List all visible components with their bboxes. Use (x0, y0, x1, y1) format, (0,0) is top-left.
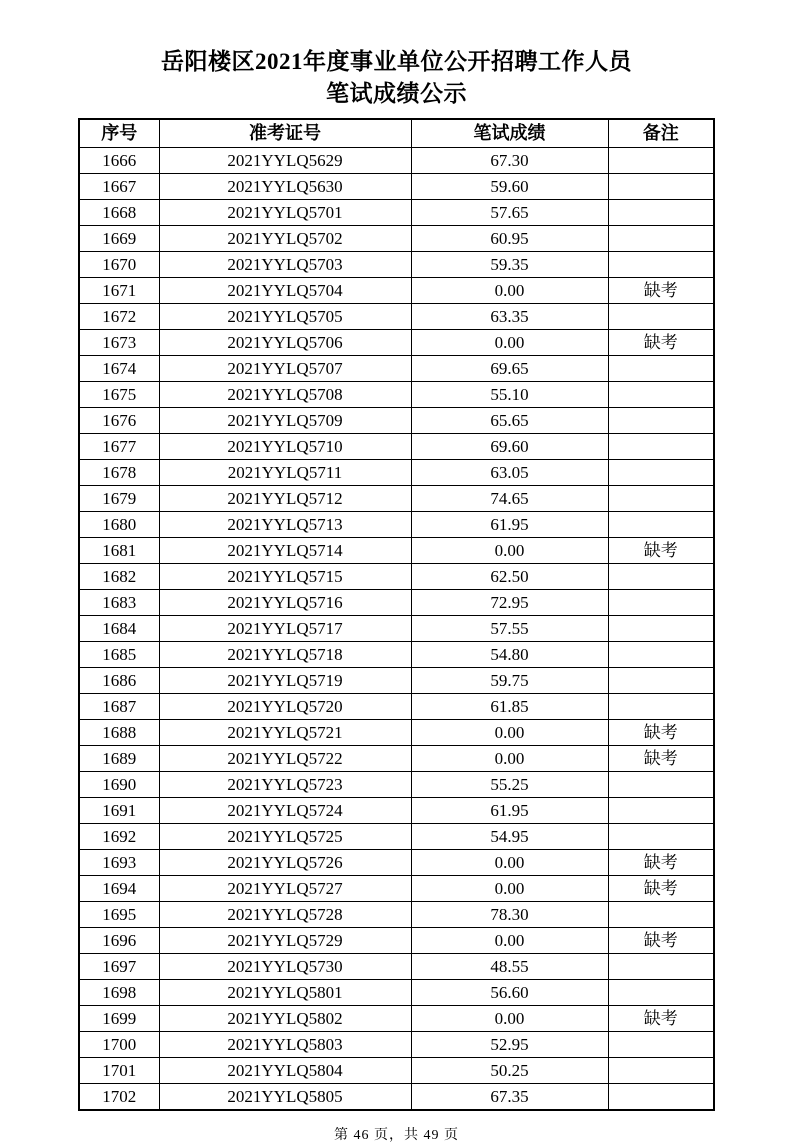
cell-serial: 1685 (79, 642, 159, 668)
cell-serial: 1672 (79, 304, 159, 330)
cell-remark: 缺考 (608, 876, 714, 902)
cell-remark (608, 694, 714, 720)
table-row (79, 720, 714, 746)
cell-remark (608, 642, 714, 668)
cell-serial: 1697 (79, 954, 159, 980)
cell-remark (608, 356, 714, 382)
cell-serial: 1691 (79, 798, 159, 824)
table-row (79, 980, 714, 1006)
cell-score: 0.00 (411, 876, 608, 902)
cell-serial: 1682 (79, 564, 159, 590)
cell-remark: 缺考 (608, 720, 714, 746)
table-row (79, 954, 714, 980)
cell-admission-number: 2021YYLQ5715 (159, 564, 411, 590)
table-row (79, 642, 714, 668)
cell-admission-number: 2021YYLQ5725 (159, 824, 411, 850)
cell-remark (608, 512, 714, 538)
table-row (79, 174, 714, 200)
cell-serial: 1692 (79, 824, 159, 850)
cell-remark: 缺考 (608, 278, 714, 304)
cell-remark (608, 486, 714, 512)
table-row (79, 460, 714, 486)
cell-score: 48.55 (411, 954, 608, 980)
cell-admission-number: 2021YYLQ5721 (159, 720, 411, 746)
cell-admission-number: 2021YYLQ5712 (159, 486, 411, 512)
cell-score: 62.50 (411, 564, 608, 590)
cell-score: 59.60 (411, 174, 608, 200)
cell-serial: 1671 (79, 278, 159, 304)
table-row (79, 850, 714, 876)
cell-admission-number: 2021YYLQ5805 (159, 1084, 411, 1111)
table-row (79, 1006, 714, 1032)
cell-remark: 缺考 (608, 330, 714, 356)
cell-admission-number: 2021YYLQ5708 (159, 382, 411, 408)
cell-serial: 1679 (79, 486, 159, 512)
cell-remark: 缺考 (608, 1006, 714, 1032)
cell-serial: 1674 (79, 356, 159, 382)
cell-admission-number: 2021YYLQ5703 (159, 252, 411, 278)
cell-admission-number: 2021YYLQ5714 (159, 538, 411, 564)
cell-admission-number: 2021YYLQ5720 (159, 694, 411, 720)
cell-remark (608, 1058, 714, 1084)
cell-admission-number: 2021YYLQ5713 (159, 512, 411, 538)
cell-score: 67.30 (411, 148, 608, 174)
header-score: 笔试成绩 (411, 119, 608, 148)
document-title-line1: 岳阳楼区2021年度事业单位公开招聘工作人员 (161, 49, 632, 74)
cell-admission-number: 2021YYLQ5723 (159, 772, 411, 798)
cell-score: 0.00 (411, 720, 608, 746)
cell-score: 0.00 (411, 928, 608, 954)
cell-admission-number: 2021YYLQ5724 (159, 798, 411, 824)
cell-score: 0.00 (411, 1006, 608, 1032)
cell-remark: 缺考 (608, 746, 714, 772)
cell-admission-number: 2021YYLQ5728 (159, 902, 411, 928)
cell-serial: 1686 (79, 668, 159, 694)
cell-serial: 1676 (79, 408, 159, 434)
cell-serial: 1681 (79, 538, 159, 564)
cell-score: 54.95 (411, 824, 608, 850)
cell-score: 61.95 (411, 512, 608, 538)
cell-score: 52.95 (411, 1032, 608, 1058)
cell-score: 61.85 (411, 694, 608, 720)
table-row (79, 616, 714, 642)
cell-score: 61.95 (411, 798, 608, 824)
cell-admission-number: 2021YYLQ5802 (159, 1006, 411, 1032)
cell-score: 54.80 (411, 642, 608, 668)
cell-score: 60.95 (411, 226, 608, 252)
cell-remark (608, 226, 714, 252)
cell-serial: 1683 (79, 590, 159, 616)
cell-score: 65.65 (411, 408, 608, 434)
cell-serial: 1680 (79, 512, 159, 538)
cell-remark (608, 772, 714, 798)
cell-remark (608, 590, 714, 616)
cell-admission-number: 2021YYLQ5801 (159, 980, 411, 1006)
cell-remark (608, 798, 714, 824)
cell-serial: 1701 (79, 1058, 159, 1084)
cell-score: 57.65 (411, 200, 608, 226)
table-row (79, 564, 714, 590)
cell-admission-number: 2021YYLQ5717 (159, 616, 411, 642)
cell-score: 72.95 (411, 590, 608, 616)
cell-score: 69.65 (411, 356, 608, 382)
cell-remark (608, 200, 714, 226)
cell-serial: 1690 (79, 772, 159, 798)
cell-score: 57.55 (411, 616, 608, 642)
cell-score: 74.65 (411, 486, 608, 512)
cell-score: 56.60 (411, 980, 608, 1006)
cell-score: 0.00 (411, 330, 608, 356)
cell-remark (608, 902, 714, 928)
table-row (79, 148, 714, 174)
cell-remark (608, 382, 714, 408)
cell-remark (608, 148, 714, 174)
cell-admission-number: 2021YYLQ5726 (159, 850, 411, 876)
table-row (79, 928, 714, 954)
table-row (79, 824, 714, 850)
cell-serial: 1670 (79, 252, 159, 278)
cell-remark (608, 668, 714, 694)
cell-admission-number: 2021YYLQ5730 (159, 954, 411, 980)
cell-serial: 1688 (79, 720, 159, 746)
cell-score: 55.25 (411, 772, 608, 798)
cell-serial: 1669 (79, 226, 159, 252)
table-row (79, 668, 714, 694)
cell-remark: 缺考 (608, 928, 714, 954)
cell-serial: 1677 (79, 434, 159, 460)
table-row (79, 590, 714, 616)
table-row (79, 200, 714, 226)
score-table (78, 118, 715, 1111)
header-remark: 备注 (608, 119, 714, 148)
cell-remark (608, 1032, 714, 1058)
cell-remark (608, 616, 714, 642)
cell-serial: 1702 (79, 1084, 159, 1111)
cell-remark (608, 980, 714, 1006)
table-row (79, 746, 714, 772)
cell-admission-number: 2021YYLQ5727 (159, 876, 411, 902)
cell-score: 0.00 (411, 850, 608, 876)
cell-remark: 缺考 (608, 850, 714, 876)
cell-admission-number: 2021YYLQ5803 (159, 1032, 411, 1058)
cell-admission-number: 2021YYLQ5705 (159, 304, 411, 330)
cell-admission-number: 2021YYLQ5719 (159, 668, 411, 694)
header-row (79, 119, 714, 148)
cell-remark (608, 824, 714, 850)
cell-serial: 1678 (79, 460, 159, 486)
cell-admission-number: 2021YYLQ5702 (159, 226, 411, 252)
document-title-line2: 笔试成绩公示 (326, 81, 467, 106)
cell-admission-number: 2021YYLQ5716 (159, 590, 411, 616)
cell-score: 0.00 (411, 278, 608, 304)
cell-admission-number: 2021YYLQ5629 (159, 148, 411, 174)
cell-serial: 1695 (79, 902, 159, 928)
cell-serial: 1689 (79, 746, 159, 772)
page-number-footer: 第 46 页，共 49 页 (334, 1128, 459, 1143)
table-row (79, 252, 714, 278)
cell-serial: 1698 (79, 980, 159, 1006)
cell-serial: 1687 (79, 694, 159, 720)
cell-serial: 1673 (79, 330, 159, 356)
cell-remark (608, 252, 714, 278)
cell-remark (608, 408, 714, 434)
cell-admission-number: 2021YYLQ5722 (159, 746, 411, 772)
cell-score: 63.05 (411, 460, 608, 486)
table-row (79, 382, 714, 408)
score-table-body (79, 148, 714, 1111)
cell-remark (608, 460, 714, 486)
cell-serial: 1666 (79, 148, 159, 174)
header-admission-number: 准考证号 (159, 119, 411, 148)
cell-serial: 1668 (79, 200, 159, 226)
table-row (79, 356, 714, 382)
cell-serial: 1694 (79, 876, 159, 902)
cell-admission-number: 2021YYLQ5729 (159, 928, 411, 954)
cell-score: 59.75 (411, 668, 608, 694)
table-row (79, 902, 714, 928)
cell-score: 69.60 (411, 434, 608, 460)
cell-serial: 1667 (79, 174, 159, 200)
cell-score: 78.30 (411, 902, 608, 928)
table-row (79, 772, 714, 798)
document-title (0, 46, 793, 110)
cell-score: 0.00 (411, 538, 608, 564)
table-row (79, 486, 714, 512)
cell-score: 67.35 (411, 1084, 608, 1111)
cell-remark (608, 954, 714, 980)
cell-score: 50.25 (411, 1058, 608, 1084)
cell-remark (608, 304, 714, 330)
cell-remark: 缺考 (608, 538, 714, 564)
cell-serial: 1696 (79, 928, 159, 954)
cell-admission-number: 2021YYLQ5701 (159, 200, 411, 226)
table-row (79, 1058, 714, 1084)
cell-score: 63.35 (411, 304, 608, 330)
cell-admission-number: 2021YYLQ5718 (159, 642, 411, 668)
cell-admission-number: 2021YYLQ5710 (159, 434, 411, 460)
cell-serial: 1675 (79, 382, 159, 408)
cell-serial: 1700 (79, 1032, 159, 1058)
header-serial: 序号 (79, 119, 159, 148)
cell-score: 59.35 (411, 252, 608, 278)
table-row (79, 512, 714, 538)
cell-score: 55.10 (411, 382, 608, 408)
table-row (79, 694, 714, 720)
cell-remark (608, 564, 714, 590)
cell-admission-number: 2021YYLQ5630 (159, 174, 411, 200)
cell-remark (608, 174, 714, 200)
score-table-header (79, 119, 714, 148)
cell-admission-number: 2021YYLQ5704 (159, 278, 411, 304)
cell-remark (608, 434, 714, 460)
table-row (79, 1032, 714, 1058)
table-row (79, 304, 714, 330)
table-row (79, 1084, 714, 1111)
table-row (79, 876, 714, 902)
table-row (79, 278, 714, 304)
cell-score: 0.00 (411, 746, 608, 772)
table-row (79, 226, 714, 252)
cell-serial: 1699 (79, 1006, 159, 1032)
table-row (79, 434, 714, 460)
cell-admission-number: 2021YYLQ5804 (159, 1058, 411, 1084)
cell-admission-number: 2021YYLQ5709 (159, 408, 411, 434)
cell-serial: 1693 (79, 850, 159, 876)
table-row (79, 798, 714, 824)
table-row (79, 408, 714, 434)
table-row (79, 538, 714, 564)
cell-serial: 1684 (79, 616, 159, 642)
cell-admission-number: 2021YYLQ5707 (159, 356, 411, 382)
cell-remark (608, 1084, 714, 1111)
cell-admission-number: 2021YYLQ5711 (159, 460, 411, 486)
cell-admission-number: 2021YYLQ5706 (159, 330, 411, 356)
table-row (79, 330, 714, 356)
